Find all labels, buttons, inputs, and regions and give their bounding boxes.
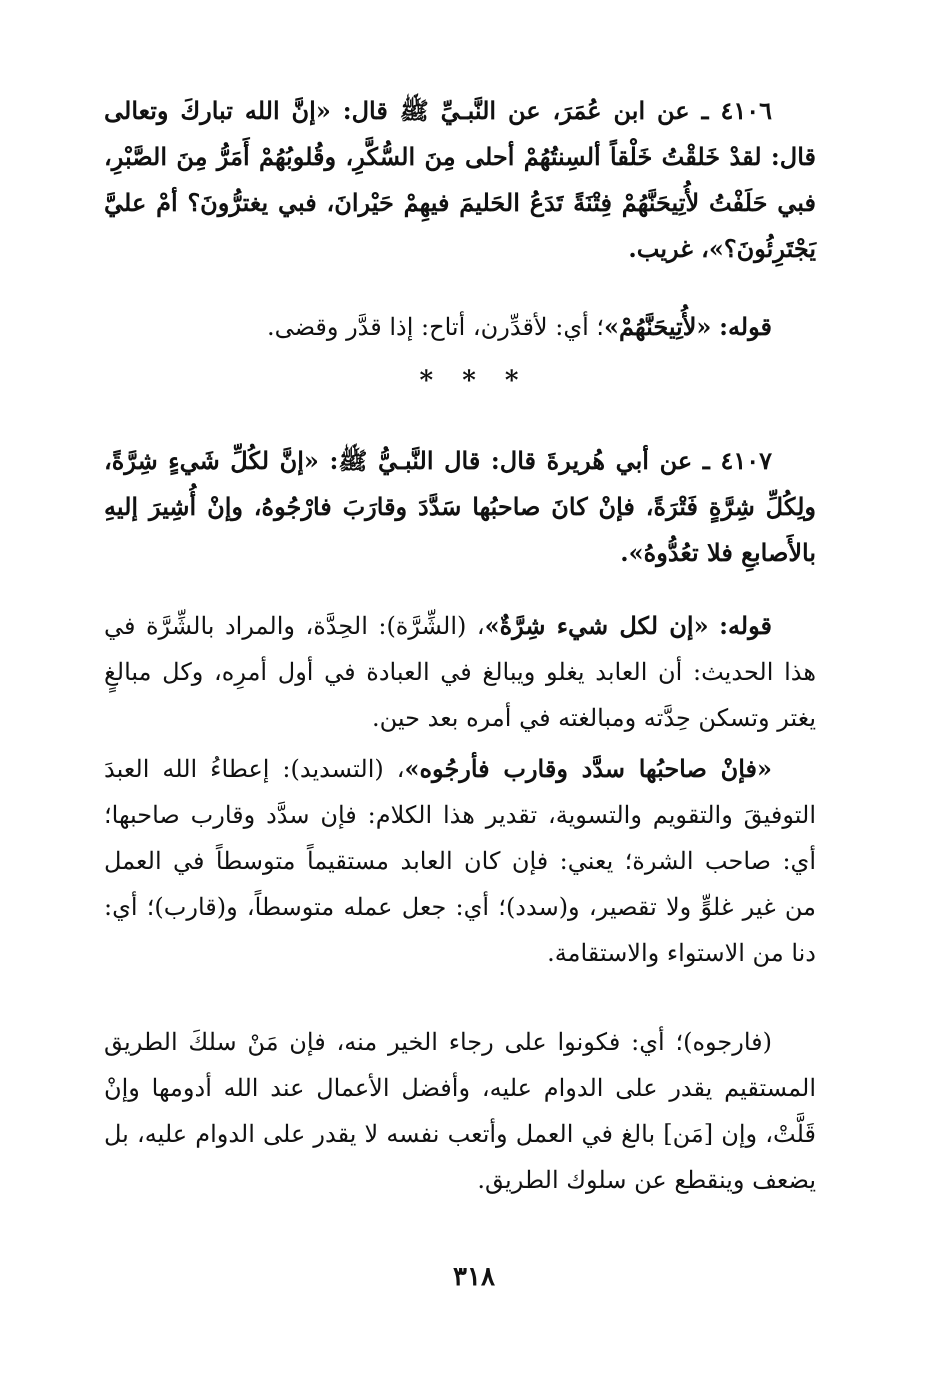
commentary-4107-part-1 [104,603,816,741]
section-separator: * * * [419,366,529,396]
commentary-lead: قوله: [719,611,772,640]
commentary-text: ، (الشِّرَّة): الحِدَّة، والمراد بالشِّرَّة في هذا الحديث: أن العابد يغلو ويبالغ في العبادة في أول أمرِه، وكل مبالغٍ يغتر وتسكن حِدَّته ومبالغته في أمره بعد حين. [104,612,816,732]
page-number: ٣١٨ [453,1262,495,1292]
commentary-quote: «لأُتِيحَنَّهُمْ» [604,312,712,341]
commentary-text: ، (التسديد): إعطاءُ الله العبدَ التوفيقَ والتقويم والتسوية، تقدير هذا الكلام: فإن سدَّد وقارب صاحبها؛ أي: صاحب الشرة؛ يعني: فإن كان العابد مستقيماً متوسطاً في العمل من غير غلوٍّ ولا تقصير، و(سدد)؛ أي: جعل عمله متوسطاً، و(قارب)؛ أي: دنا من الاستواء والاستقامة. [104,755,817,967]
hadith-4106 [104,88,816,272]
hadith-text: ـ عن ابن عُمَرَ، عن النَّبـيِّ ﷺ قال: «إنَّ الله تباركَ وتعالى قال: لقدْ خَلقْتُ خَلْقاً ألسِنتُهُمْ أحلى مِنَ السُّكَّرِ، وقُلوبُهُمْ أَمَرُّ مِنَ الصَّبْرِ، فبي حَلَفْتُ لأُتِيحَنَّهُمْ فِتْنَةً تَدَعُ الحَليمَ فيهِمْ حَيْرانَ، فبي يغترُّونَ؟ أمْ عليَّ يَجْتَرِئُونَ؟»، غريب. [104,96,816,263]
hadith-number: ٤١٠٦ [720,96,772,125]
commentary-4107-part-2 [104,746,816,976]
commentary-text: (فارجوه)؛ أي: فكونوا على رجاء الخير منه، فإن مَنْ سلكَ الطريق المستقيم يقدر على الدوام عليه، وأفضل الأعمال عند الله أدومها وإنْ قَلَّتْ، وإن [مَن] بالغ في العمل وأتعب نفسه لا يقدر على الدوام عليه، بل يضعف وينقطع عن سلوك الطريق. [104,1028,816,1194]
commentary-quote: «فإنْ صاحبُها سدَّد وقارب فأرجُوه» [404,754,772,783]
commentary-lead: قوله: [719,312,772,341]
commentary-4106 [104,304,816,350]
commentary-4107-part-3 [104,1019,816,1203]
hadith-number: ٤١٠٧ [720,446,772,475]
hadith-4107 [104,438,816,576]
hadith-text: ـ عن أبي هُريرةَ قال: قال النَّبـيُّ ﷺ: «إنَّ لكُلِّ شَيءٍ شِرَّةً، ولِكُلِّ شِرَّةٍ فَتْرَةً، فإنْ كانَ صاحبُها سَدَّدَ وقارَبَ فارْجُوهُ، وإنْ أُشِيرَ إليهِ بالأَصابعِ فلا تعُدُّوهُ». [104,446,816,567]
commentary-quote: «إن لكل شيء شِرَّةٌ» [484,611,709,640]
commentary-text: ؛ أي: لأقدِّرن، أتاح: إذا قدَّر وقضى. [266,313,605,341]
